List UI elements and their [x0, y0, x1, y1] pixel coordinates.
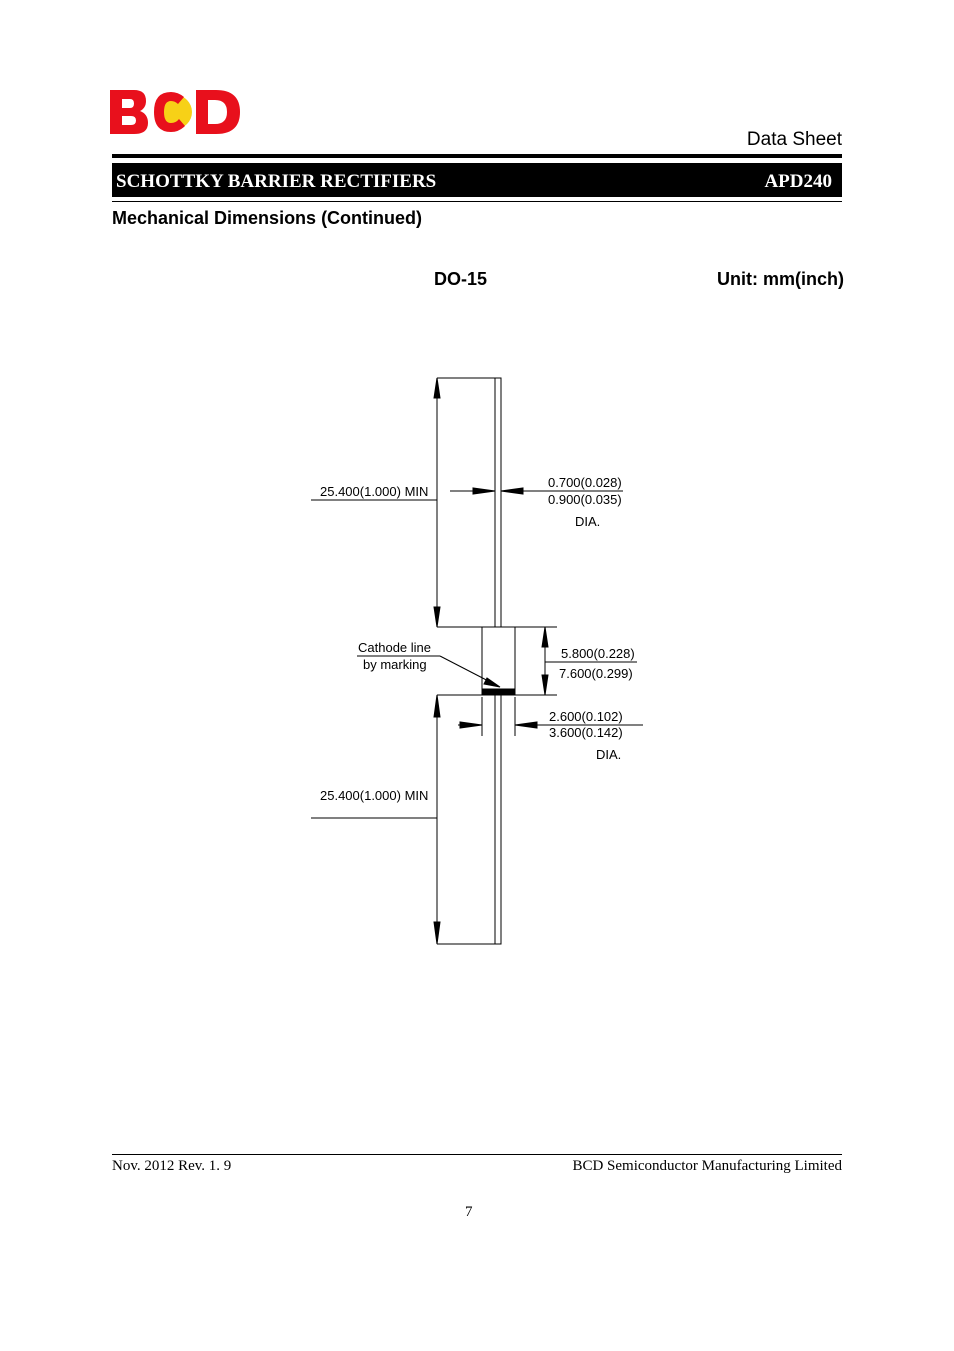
body-dia-max-label: 3.600(0.142) [549, 725, 623, 740]
body-len-min-label: 5.800(0.228) [561, 646, 635, 661]
lead-length-bottom-label: 25.400(1.000) MIN [320, 788, 429, 803]
footer-rule [112, 1154, 842, 1155]
lead-length-top-label: 25.400(1.000) MIN [320, 484, 429, 499]
lead-top [495, 378, 501, 627]
doc-type: Data Sheet [746, 129, 842, 150]
footer-company: BCD Semiconductor Manufacturing Limited [572, 1158, 842, 1174]
footer-date-rev: Nov. 2012 Rev. 1. 9 [112, 1158, 232, 1174]
package-name: DO-15 [434, 269, 488, 289]
cathode-label-2: by marking [363, 657, 427, 672]
cathode-band [482, 689, 515, 695]
page-number: 7 [465, 1204, 473, 1220]
cathode-label-1: Cathode line [358, 640, 431, 655]
section-title: Mechanical Dimensions (Continued) [112, 208, 423, 228]
product-family: SCHOTTKY BARRIER RECTIFIERS [116, 171, 437, 192]
unit-label: Unit: mm(inch) [717, 269, 844, 289]
lead-bottom [495, 695, 501, 944]
part-number: APD240 [764, 171, 832, 192]
lead-dia-suffix: DIA. [575, 514, 601, 529]
body-len-max-label: 7.600(0.299) [559, 666, 633, 681]
body-dia-suffix: DIA. [596, 747, 622, 762]
lead-dia-max-label: 0.900(0.035) [548, 492, 622, 507]
lead-dia-min-label: 0.700(0.028) [548, 475, 622, 490]
body-dia-min-label: 2.600(0.102) [549, 709, 623, 724]
